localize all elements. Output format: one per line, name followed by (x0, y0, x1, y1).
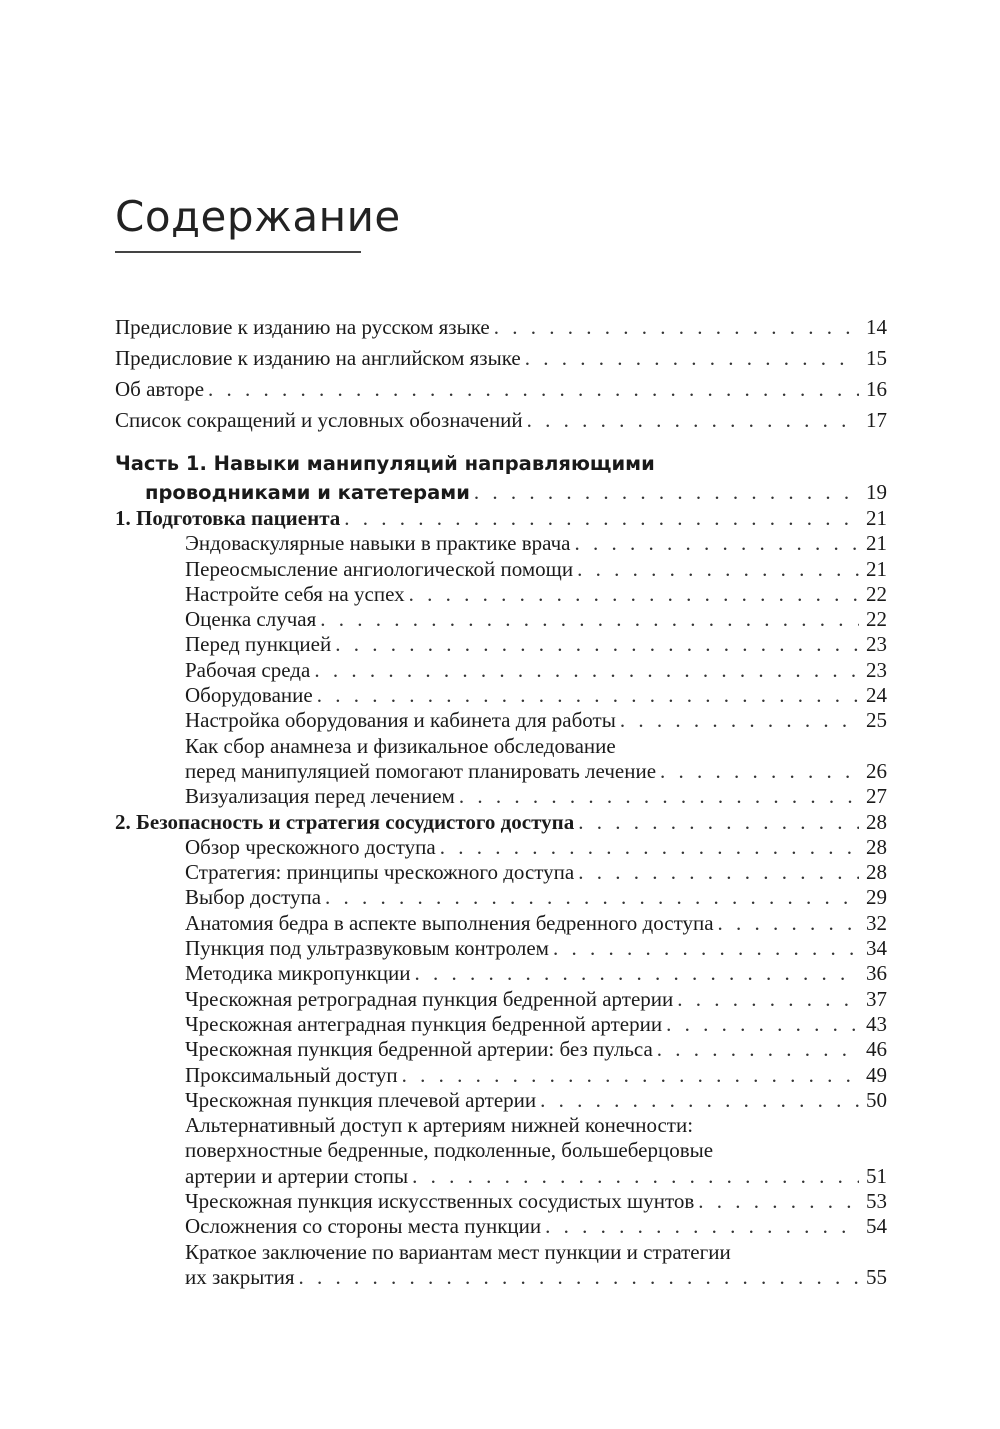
toc-entry-title: Список сокращений и условных обозначений (115, 408, 523, 432)
toc-subentry[interactable] (115, 885, 887, 910)
toc-entry[interactable] (115, 312, 887, 343)
toc-leader (660, 759, 859, 784)
toc-leader (335, 632, 859, 657)
toc-subentry[interactable] (115, 557, 887, 582)
toc-entry-page: 25 (866, 708, 887, 733)
toc-entry-page: 53 (866, 1189, 887, 1214)
toc-entry-title: Методика микропункции (185, 961, 411, 986)
page-title: Содержание (115, 192, 401, 241)
toc-entry-title: Чрескожная антеградная пункция бедренной артерии (185, 1011, 663, 1036)
toc-entry-page: 22 (866, 581, 887, 606)
toc-entry-title: Стратегия: принципы чрескожного доступа (185, 860, 575, 885)
toc-leader (325, 885, 859, 910)
toc-entry-last-line (115, 759, 887, 784)
toc-leader (402, 1063, 859, 1088)
toc-entry-title: Анатомия бедра в аспекте выполнения бедренного доступа (185, 910, 714, 935)
toc-subentry[interactable] (115, 1063, 887, 1088)
toc-entry-page: 24 (866, 683, 887, 708)
toc-entry-page: 51 (866, 1163, 887, 1188)
toc-entry-title: Чрескожная пункция искусственных сосудистых шунтов (185, 1189, 695, 1214)
toc-entry-page: 28 (866, 860, 887, 885)
toc-entry-title: Об авторе (115, 377, 205, 401)
toc-leader (317, 683, 859, 708)
toc-subentry[interactable] (115, 1088, 887, 1113)
toc-subentry[interactable] (115, 632, 887, 657)
spacer (115, 436, 887, 450)
toc-entry[interactable] (115, 374, 887, 405)
table-of-contents (115, 312, 887, 1290)
toc-leader (208, 374, 859, 405)
toc-leader (718, 911, 859, 936)
toc-entry-title-line-2: их закрытия (185, 1264, 295, 1289)
toc-subentry[interactable] (115, 784, 887, 809)
toc-entry-title-line-2: перед манипуляцией помогают планировать лечение (185, 758, 657, 783)
toc-entry-page: 14 (866, 315, 887, 339)
toc-entry-page: 55 (866, 1264, 887, 1289)
toc-leader (344, 506, 859, 531)
toc-entry-page: 17 (866, 408, 887, 432)
toc-entry-page: 29 (866, 885, 887, 910)
toc-leader (299, 1265, 860, 1290)
toc-entry-page: 21 (866, 556, 887, 581)
toc-entry-page: 34 (866, 936, 887, 961)
toc-subentry[interactable] (115, 1189, 887, 1214)
toc-leader (577, 557, 859, 582)
toc-entry-title: Визуализация перед лечением (185, 784, 455, 809)
toc-entry-title: Чрескожная пункция бедренной артерии: без пульса (185, 1037, 653, 1062)
toc-subentry[interactable] (115, 987, 887, 1012)
part-title-line-2: проводниками и катетерами (145, 481, 470, 504)
toc-entry-title: Оборудование (185, 683, 313, 708)
toc-leader (415, 961, 859, 986)
toc-entry-title: Выбор доступа (185, 885, 322, 910)
toc-entry-page: 27 (866, 784, 887, 809)
toc-leader (553, 936, 859, 961)
toc-part-1[interactable] (115, 450, 887, 506)
toc-leader (527, 405, 859, 436)
toc-entry-title: Оценка случая (185, 607, 317, 632)
toc-leader (525, 343, 859, 374)
toc-subentry[interactable] (115, 1012, 887, 1037)
toc-entry-title: Чрескожная ретроградная пункция бедренной артерии (185, 986, 674, 1011)
toc-leader (474, 478, 859, 506)
toc-leader (540, 1088, 859, 1113)
title-underline (115, 251, 361, 253)
toc-subentry[interactable] (115, 582, 887, 607)
toc-subentry[interactable] (115, 683, 887, 708)
toc-entry-title-line-1: Альтернативный доступ к артериям нижней конечности: (185, 1113, 694, 1138)
toc-entry[interactable] (115, 343, 887, 374)
toc-entry-page: 49 (866, 1062, 887, 1087)
toc-entry-page: 28 (866, 809, 887, 834)
toc-entry-title-line-1: Краткое заключение по вариантам мест пункции и стратегии (185, 1239, 731, 1264)
toc-entry-page: 21 (866, 506, 887, 530)
toc-subentry[interactable] (115, 860, 887, 885)
toc-subentry[interactable] (115, 531, 887, 556)
toc-entry-page: 16 (866, 377, 887, 401)
toc-entry-page: 15 (866, 346, 887, 370)
toc-entry-page: 23 (866, 632, 887, 657)
toc-entry-page: 21 (866, 531, 887, 556)
toc-entry-page: 46 (866, 1037, 887, 1062)
toc-chapter-1[interactable] (115, 506, 887, 531)
toc-entry-page: 37 (866, 986, 887, 1011)
chapter-title: 2. Безопасность и стратегия сосудистого доступа (115, 809, 575, 834)
toc-entry-page: 50 (866, 1087, 887, 1112)
toc-entry-title: Предисловие к изданию на английском языке (115, 346, 521, 370)
toc-entry-title: Пункция под ультразвуковым контролем (185, 936, 549, 961)
toc-leader (320, 607, 859, 632)
toc-subentry[interactable] (115, 708, 887, 733)
toc-entry-title: Перед пункцией (185, 632, 332, 657)
toc-entry-page: 23 (866, 657, 887, 682)
toc-leader (620, 708, 859, 733)
toc-entry-title-line-3: артерии и артерии стопы (185, 1163, 409, 1188)
toc-subentry[interactable] (115, 607, 887, 632)
toc-leader (440, 835, 859, 860)
toc-entry-title: Обзор чрескожного доступа (185, 834, 436, 859)
toc-leader (666, 1012, 859, 1037)
toc-entry-page: 36 (866, 961, 887, 986)
toc-entry-title-line-1: Как сбор анамнеза и физикальное обследование (185, 733, 616, 758)
toc-entry-title: Проксимальный доступ (185, 1062, 398, 1087)
toc-entry-title: Рабочая среда (185, 657, 311, 682)
toc-entry-page: 22 (866, 607, 887, 632)
toc-leader (657, 1037, 859, 1062)
toc-entry-title: Переосмысление ангиологической помощи (185, 556, 574, 581)
toc-leader (545, 1214, 859, 1239)
toc-entry-page: 28 (866, 834, 887, 859)
toc-subentry[interactable] (115, 1214, 887, 1239)
toc-entry-title: Эндоваскулярные навыки в практике врача (185, 531, 571, 556)
toc-entry-title: Предисловие к изданию на русском языке (115, 315, 490, 339)
toc-entry-page: 19 (866, 480, 887, 504)
toc-subentry-multiline[interactable] (115, 734, 887, 785)
toc-subentry[interactable] (115, 1037, 887, 1062)
part-title-line-2-row (115, 478, 887, 506)
toc-entry-last-line (115, 1265, 887, 1290)
toc-entry-page: 26 (866, 758, 887, 783)
toc-entry-title: Осложнения со стороны места пункции (185, 1214, 542, 1239)
toc-subentry[interactable] (115, 658, 887, 683)
toc-subentry-multiline[interactable] (115, 1240, 887, 1291)
part-title-line-1: Часть 1. Навыки манипуляций направляющими (115, 452, 655, 475)
toc-entry-page: 54 (866, 1214, 887, 1239)
toc-subentry[interactable] (115, 835, 887, 860)
toc-subentry[interactable] (115, 911, 887, 936)
toc-subentry-multiline[interactable] (115, 1113, 887, 1189)
toc-subentry[interactable] (115, 936, 887, 961)
toc-leader (314, 658, 859, 683)
toc-subentry[interactable] (115, 961, 887, 986)
toc-leader (409, 582, 859, 607)
toc-leader (494, 312, 859, 343)
toc-leader (698, 1189, 859, 1214)
toc-entry-title: Настройка оборудования и кабинета для работы (185, 708, 616, 733)
toc-entry-page: 32 (866, 910, 887, 935)
toc-leader (412, 1164, 859, 1189)
toc-entry[interactable] (115, 405, 887, 436)
toc-entry-page: 43 (866, 1011, 887, 1036)
toc-entry-title: Настройте себя на успех (185, 581, 405, 606)
toc-chapter-2[interactable] (115, 810, 887, 835)
toc-entry-title: Чрескожная пункция плечевой артерии (185, 1087, 537, 1112)
toc-leader (574, 531, 859, 556)
toc-entry-title-line-2: поверхностные бедренные, подколенные, большеберцовые (185, 1138, 714, 1163)
toc-leader (677, 987, 859, 1012)
toc-leader (578, 810, 859, 835)
toc-leader (459, 784, 859, 809)
chapter-title: 1. Подготовка пациента (115, 506, 341, 530)
toc-leader (578, 860, 859, 885)
toc-entry-last-line (115, 1164, 887, 1189)
